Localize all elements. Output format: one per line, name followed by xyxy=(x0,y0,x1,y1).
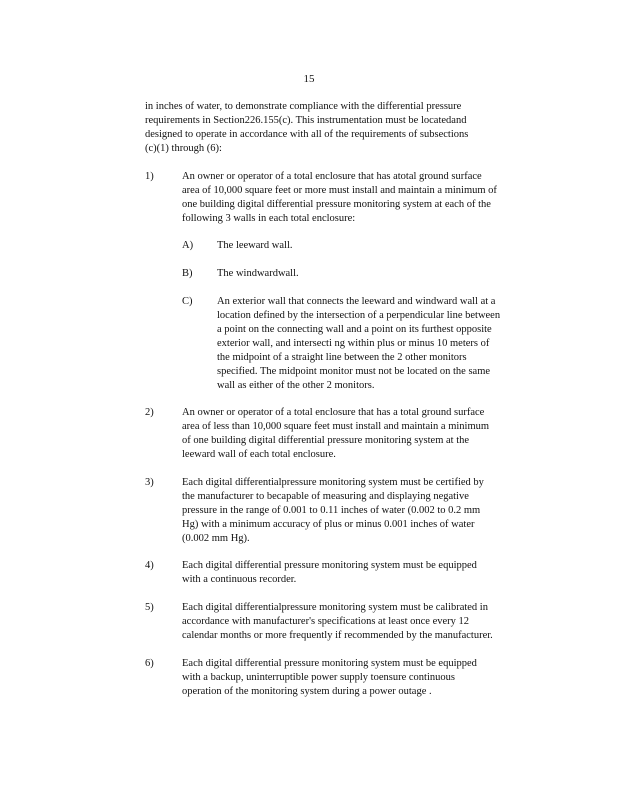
list-item-text xyxy=(182,476,542,546)
text-line: of one building digital differential pressure monitoring system at the xyxy=(182,435,470,446)
text-line: Each digital differentialpressure monitoring system must be calibrated in xyxy=(182,602,488,613)
text-line: accordance with manufacturer's specifications at least once every 12 xyxy=(182,616,470,627)
text-line: calendar months or more frequently if recommended by the manufacturer. xyxy=(182,630,493,641)
sub-list-marker: C) xyxy=(182,296,193,307)
text-line: exterior wall, and intersecti ng within plus or minus 10 meters of xyxy=(217,338,490,349)
text-line: The windwardwall. xyxy=(217,268,299,279)
sub-list-marker: B) xyxy=(182,268,193,279)
sub-item-text xyxy=(217,239,542,253)
intro-line: in inches of water, to demonstrate compliance with the differential pressure xyxy=(145,101,462,112)
text-line: following 3 walls in each total enclosure: xyxy=(182,213,356,224)
sub-item-text xyxy=(217,295,542,393)
list-item-text xyxy=(182,657,542,699)
intro-line: (c)(1) through (6): xyxy=(145,143,222,154)
text-line: The leeward wall. xyxy=(217,240,293,251)
sub-item-text xyxy=(217,267,542,281)
text-line: Hg) with a minimum accuracy of plus or minus 0.001 inches of water xyxy=(182,519,475,530)
text-line: Each digital differentialpressure monitoring system must be certified by xyxy=(182,477,484,488)
page-number: 15 xyxy=(303,73,315,85)
text-line: wall as either of the other 2 monitors. xyxy=(217,380,375,391)
text-line: (0.002 mm Hg). xyxy=(182,533,250,544)
text-line: location defined by the intersection of a perpendicular line between xyxy=(217,310,501,321)
text-line: with a continuous recorder. xyxy=(182,574,297,585)
list-marker: 3) xyxy=(145,477,154,488)
text-line: with a backup, uninterruptible power supply toensure continuous xyxy=(182,672,455,683)
list-item-text xyxy=(182,601,542,643)
list-marker: 6) xyxy=(145,658,154,669)
text-line: operation of the monitoring system during a power outage . xyxy=(182,686,432,697)
text-line: An exterior wall that connects the leeward and windward wall at a xyxy=(217,296,496,307)
text-line: Each digital differential pressure monitoring system must be equipped xyxy=(182,560,477,571)
text-line: Each digital differential pressure monitoring system must be equipped xyxy=(182,658,477,669)
intro-paragraph xyxy=(145,100,530,156)
text-line: specified. The midpoint monitor must not be located on the same xyxy=(217,366,491,377)
list-item-text xyxy=(182,559,542,587)
list-marker: 2) xyxy=(145,407,154,418)
sub-list-marker: A) xyxy=(182,240,194,251)
text-line: the midpoint of a straight line between the 2 other monitors xyxy=(217,352,467,363)
list-marker: 4) xyxy=(145,560,154,571)
intro-line: requirements in Section226.155(c). This instrumentation must be locatedand xyxy=(145,115,467,126)
list-item-text xyxy=(182,406,542,462)
list-item-text xyxy=(182,170,542,226)
list-marker: 5) xyxy=(145,602,154,613)
text-line: An owner or operator of a total enclosure that has a total ground surface xyxy=(182,407,485,418)
text-line: pressure in the range of 0.001 to 0.11 inches of water (0.002 to 0.2 mm xyxy=(182,505,481,516)
list-marker: 1) xyxy=(145,171,154,182)
text-line: the manufacturer to becapable of measuring and displaying negative xyxy=(182,491,469,502)
text-line: a point on the connecting wall and a point on its furthest opposite xyxy=(217,324,492,335)
intro-line: designed to operate in accordance with all of the requirements of subsections xyxy=(145,129,469,140)
text-line: area of less than 10,000 square feet must install and maintain a minimum xyxy=(182,421,490,432)
text-line: leeward wall of each total enclosure. xyxy=(182,449,336,460)
text-line: one building digital differential pressure monitoring system at each of the xyxy=(182,199,491,210)
text-line: area of 10,000 square feet or more must install and maintain a minimum of xyxy=(182,185,497,196)
text-line: An owner or operator of a total enclosure that has atotal ground surface xyxy=(182,171,482,182)
